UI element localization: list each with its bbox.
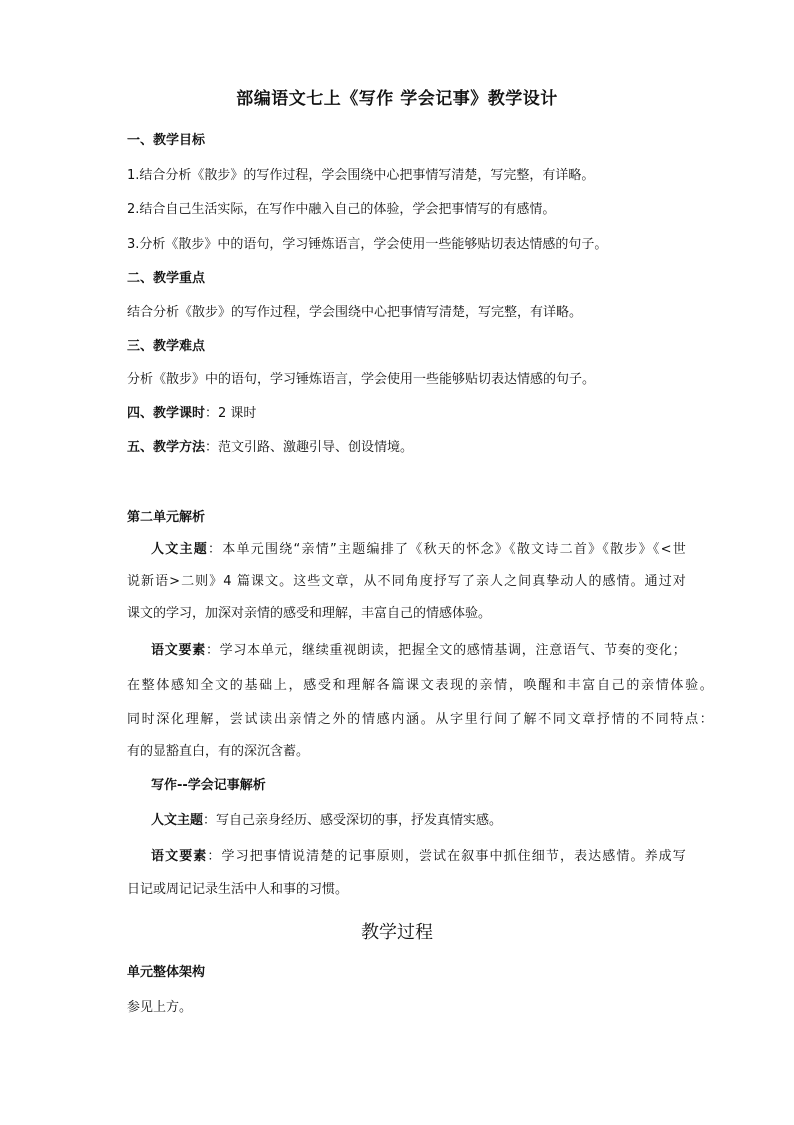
writing-theme-line xyxy=(151,812,751,830)
unit-analysis-heading: 第二单元解析 xyxy=(127,510,206,525)
unit-elements-line-4: 有的显豁直白，有的深沉含蓄。 xyxy=(127,744,310,759)
unit-theme-line-3: 课文的学习，加深对亲情的感受和理解，丰富自己的情感体验。 xyxy=(127,606,492,621)
key-points-text: 结合分析《散步》的写作过程，学会围绕中心把事情写清楚，写完整，有详略。 xyxy=(127,305,583,320)
unit-theme-text-1: ：本单元围绕“亲情”主题编排了《秋天的怀念》《散文诗二首》《散步》《<世 xyxy=(208,542,686,557)
writing-elements-line-1 xyxy=(151,848,686,866)
writing-theme-label: 人文主题 xyxy=(151,813,204,828)
difficulties-text: 分析《散步》中的语句，学习锤炼语言，学会使用一些能够贴切表达情感的句子。 xyxy=(127,372,596,387)
unit-theme-label: 人文主题 xyxy=(151,542,209,557)
unit-elements-label: 语文要素 xyxy=(151,643,206,658)
unit-elements-line-1 xyxy=(151,642,686,660)
writing-theme-text: ：写自己亲身经历、感受深切的事，抒发真情实感。 xyxy=(203,813,503,828)
process-text: 参见上方。 xyxy=(127,1000,193,1015)
unit-theme-line-1 xyxy=(151,541,686,559)
goal-item-1: 1.结合分析《散步》的写作过程，学会围绕中心把事情写清楚，写完整，有详略。 xyxy=(127,168,595,183)
difficulties-heading: 三、教学难点 xyxy=(127,339,206,354)
methods-heading: 五、教学方法 xyxy=(127,440,206,455)
process-title: 教学过程 xyxy=(361,922,433,943)
writing-elements-text-1: ：学习把事情说清楚的记事原则，尝试在叙事中抓住细节，表达感情。养成写 xyxy=(207,849,686,864)
goal-item-3: 3.分析《散步》中的语句，学习锤炼语言，学会使用一些能够贴切表达情感的句子。 xyxy=(127,237,608,252)
unit-elements-text-1: ：学习本单元，继续重视朗读，把握全文的感情基调，注意语气、节奏的变化； xyxy=(205,643,686,658)
hours-heading: 四、教学课时 xyxy=(127,406,206,421)
writing-elements-line-2: 日记或周记记录生活中人和事的习惯。 xyxy=(127,882,349,897)
hours-text: ：2 课时 xyxy=(205,406,257,421)
unit-theme-line-2: 说新语>二则》4 篇课文。这些文章，从不同角度抒写了亲人之间真挚动人的感情。通过对 xyxy=(127,574,686,589)
document-title: 部编语文七上《写作 学会记事》教学设计 xyxy=(236,89,558,109)
methods-text: ：范文引路、激趣引导、创设情境。 xyxy=(205,440,414,455)
writing-analysis-heading: 写作--学会记事解析 xyxy=(151,778,266,793)
key-points-heading: 二、教学重点 xyxy=(127,271,206,286)
methods-line xyxy=(127,439,727,457)
writing-elements-label: 语文要素 xyxy=(151,849,208,864)
goal-item-2: 2.结合自己生活实际，在写作中融入自己的体验，学会把事情写的有感情。 xyxy=(127,202,556,217)
goals-heading: 一、教学目标 xyxy=(127,133,206,148)
hours-line xyxy=(127,405,727,423)
unit-elements-line-2: 在整体感知全文的基础上，感受和理解各篇课文表现的亲情，唤醒和丰富自己的亲情体验。 xyxy=(127,678,713,693)
process-subheading: 单元整体架构 xyxy=(127,965,206,980)
unit-elements-line-3: 同时深化理解，尝试读出亲情之外的情感内涵。从字里行间了解不同文章抒情的不同特点： xyxy=(127,712,713,727)
